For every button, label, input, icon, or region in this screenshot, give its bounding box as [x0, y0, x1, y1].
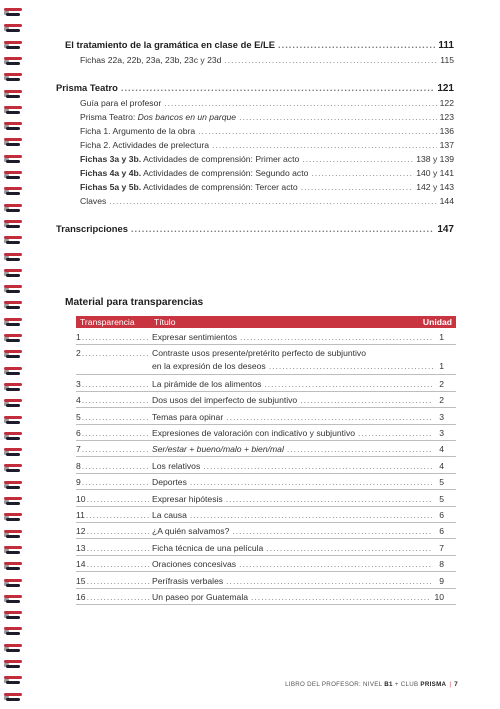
unit-number: 2: [439, 378, 444, 389]
spiral-coil: [4, 316, 22, 329]
toc-entry-page: 140 y 141: [416, 168, 454, 178]
toc-entry-title: Prisma Teatro: [56, 82, 118, 93]
spiral-coil: [4, 495, 22, 508]
spiral-coil: [4, 462, 22, 475]
unit-number: 3: [439, 428, 444, 438]
spiral-coil: [4, 642, 22, 655]
spiral-coil: [4, 251, 22, 264]
dot-leader: [121, 82, 434, 93]
unit-number: 1: [439, 332, 444, 342]
transparency-number: 15 .....: [76, 576, 150, 586]
spiral-coil: [4, 414, 22, 427]
spiral-coil: [4, 674, 22, 687]
transparency-number: 9 .....: [76, 477, 150, 487]
toc-entry-transcripciones: [56, 223, 454, 235]
toc-entry-guia: [80, 98, 454, 108]
dot-leader: [109, 196, 436, 206]
toc-entry-fichas5: [80, 182, 454, 192]
spiral-coil: [4, 479, 22, 492]
transparency-number: 13 .....: [76, 543, 150, 553]
spiral-coil: [4, 691, 22, 704]
spiral-coil: [4, 202, 22, 215]
spiral-coil: [4, 88, 22, 101]
spiral-binding: [0, 0, 26, 709]
table-header: [76, 316, 456, 328]
toc-entry-prisma-teatro: [56, 82, 454, 94]
toc-entry-page: 147: [437, 224, 454, 235]
spiral-coil: [4, 348, 22, 361]
row-divider: [76, 391, 456, 392]
dot-leader: [278, 39, 435, 50]
toc-entry-fichas3: [80, 154, 454, 164]
transparency-title: La pirámide de los alimentos: [152, 378, 262, 389]
unit-number: 2: [439, 395, 444, 406]
spiral-coil: [4, 299, 22, 312]
row-divider: [76, 424, 456, 425]
row-divider: [76, 407, 456, 408]
toc-entry-title: Claves: [80, 196, 107, 206]
transparency-title: Perífrasis verbales: [152, 575, 224, 586]
toc-entry-fichas4: [80, 168, 454, 178]
toc-entry-page: 138 y 139: [416, 154, 454, 164]
transparency-number: 10 .....: [76, 494, 150, 504]
spiral-coil: [4, 430, 22, 443]
column-header-unidad: Unidad: [422, 317, 452, 327]
spiral-coil: [4, 136, 22, 149]
transparency-title: ¿A quién salvamos?: [152, 526, 230, 537]
unit-number: 5: [439, 493, 444, 504]
spiral-coil: [4, 234, 22, 247]
spiral-coil: [4, 544, 22, 557]
spiral-coil: [4, 593, 22, 606]
page-footer: LIBRO DEL PROFESOR: NIVEL B1 + CLUB PRISMA | 7: [285, 681, 458, 688]
row-divider: [76, 522, 456, 523]
toc-entry-title: Guía para el profesor: [80, 98, 162, 108]
transparency-title: Contraste usos presente/pretérito perfecto de subjuntivo: [152, 348, 367, 359]
unit-number: 6: [439, 510, 444, 520]
spiral-coil: [4, 397, 22, 410]
spiral-coil: [4, 6, 22, 19]
transparency-title: Expresar sentimientos: [152, 332, 238, 342]
row-divider: [76, 440, 456, 441]
transparency-number: 4 .....: [76, 395, 150, 405]
row-divider: [76, 538, 456, 539]
spiral-coil: [4, 169, 22, 182]
dot-leader: [239, 112, 437, 122]
spiral-coil: [4, 267, 22, 280]
spiral-coil: [4, 104, 22, 117]
toc-entry-claves: [80, 196, 454, 206]
transparency-title: Oraciones concesivas: [152, 559, 237, 570]
spiral-coil: [4, 153, 22, 166]
transparency-title: Dos usos del imperfecto de subjuntivo: [152, 395, 298, 406]
transparency-title: Deportes: [152, 477, 187, 488]
column-header-titulo: Título: [154, 317, 176, 327]
transparency-number: 14 .....: [76, 559, 150, 569]
spiral-coil: [4, 39, 22, 52]
transparency-number: 1 .....: [76, 332, 150, 342]
toc-entry-title: Fichas 4a y 4b. Actividades de comprensión: Segundo acto: [80, 168, 309, 178]
unit-number: 10: [434, 592, 444, 602]
spiral-coil: [4, 365, 22, 378]
spiral-coil: [4, 528, 22, 541]
dot-leader: [311, 168, 413, 178]
toc-entry-title: Fichas 3a y 3b. Actividades de comprensión: Primer acto: [80, 154, 300, 164]
unit-number: 5: [439, 477, 444, 488]
dot-leader: [212, 140, 437, 150]
transparency-title: Expresiones de valoración con indicativo y subjuntivo: [152, 428, 356, 438]
dot-leader: [131, 223, 434, 234]
toc-entry-page: 122: [439, 98, 454, 108]
row-divider: [76, 374, 456, 375]
spiral-coil: [4, 658, 22, 671]
unit-number: 6: [439, 526, 444, 537]
spiral-coil: [4, 609, 22, 622]
spiral-coil: [4, 120, 22, 133]
spiral-coil: [4, 577, 22, 590]
unit-number: 9: [439, 575, 444, 586]
dot-leader: [301, 182, 414, 192]
transparency-number: 3 .....: [76, 379, 150, 389]
spiral-coil: [4, 381, 22, 394]
spiral-coil: [4, 283, 22, 296]
row-divider: [76, 456, 456, 457]
toc-entry-title: Fichas 22a, 22b, 23a, 23b, 23c y 23d: [80, 55, 222, 65]
toc-entry-page: 121: [437, 83, 454, 94]
toc-entry-title: El tratamiento de la gramática en clase de E/LE: [65, 39, 275, 50]
spiral-coil: [4, 446, 22, 459]
transparency-number: 6 .....: [76, 428, 150, 438]
transparency-title: Ficha técnica de una película: [152, 542, 264, 553]
toc-entry-page: 111: [438, 40, 454, 51]
toc-entry-title: Transcripciones: [56, 223, 128, 234]
spiral-coil: [4, 55, 22, 68]
transparency-number: 7 .....: [76, 444, 150, 454]
unit-number: 8: [439, 559, 444, 570]
unit-number: 3: [439, 411, 444, 422]
transparency-number: 16 .....: [76, 592, 150, 602]
transparency-number: 12 .....: [76, 526, 150, 536]
page-number: 7: [454, 681, 458, 688]
transparency-title: Los relativos: [152, 460, 201, 471]
dot-leader: [198, 126, 437, 136]
unit-number: 4: [439, 460, 444, 471]
toc-entry-page: 136: [439, 126, 454, 136]
unit-number: 7: [439, 542, 444, 553]
row-divider: [76, 344, 456, 345]
transparency-number: 8 .....: [76, 461, 150, 471]
spiral-coil: [4, 218, 22, 231]
toc-entry-page: 144: [439, 196, 454, 206]
toc-entry-fichas-gramatica: [80, 55, 454, 65]
toc-entry-page: 123: [439, 112, 454, 122]
spiral-coil: [4, 22, 22, 35]
unit-number: 1: [439, 361, 444, 372]
transparency-title: La causa: [152, 510, 187, 520]
transparency-title: Un paseo por Guatemala: [152, 592, 249, 602]
unit-number: 4: [439, 444, 444, 455]
transparency-title: Expresar hipótesis: [152, 493, 223, 504]
toc-entry-gramatica: [65, 39, 454, 51]
row-divider: [76, 571, 456, 572]
spiral-coil: [4, 332, 22, 345]
column-header-transparencia: Transparencia: [80, 317, 135, 327]
transparency-title: Temas para opinar: [152, 411, 224, 422]
spiral-coil: [4, 71, 22, 84]
transparency-title: Ser/estar + bueno/malo + bien/mal: [152, 444, 284, 455]
transparency-number: 2 .....: [76, 348, 150, 358]
spiral-coil: [4, 560, 22, 573]
spiral-coil: [4, 511, 22, 524]
toc-entry-title: Ficha 1. Argumento de la obra: [80, 126, 196, 136]
transparency-title-cont: en la expresión de los deseos: [152, 361, 266, 372]
toc-entry-title: Fichas 5a y 5b. Actividades de comprensión: Tercer acto: [80, 182, 298, 192]
spiral-coil: [4, 185, 22, 198]
toc-entry-page: 115: [440, 55, 454, 65]
toc-entry-ficha2: [80, 140, 454, 150]
toc-entry-page: 137: [439, 140, 454, 150]
row-divider: [76, 506, 456, 507]
transparency-number: 5 .....: [76, 412, 150, 422]
toc-entry-page: 142 y 143: [416, 182, 454, 192]
toc-entry-title: Ficha 2. Actividades de prelectura: [80, 140, 209, 150]
row-divider: [76, 604, 456, 605]
toc-entry-title: Prisma Teatro: Dos bancos en un parque: [80, 112, 237, 122]
dot-leader: [224, 55, 437, 65]
toc-entry-ficha1: [80, 126, 454, 136]
dot-leader: [302, 154, 413, 164]
section-title: Material para transparencias: [65, 297, 204, 308]
row-divider: [76, 555, 456, 556]
row-divider: [76, 588, 456, 589]
row-divider: [76, 489, 456, 490]
row-divider: [76, 473, 456, 474]
spiral-coil: [4, 625, 22, 638]
toc-entry-prisma-teatro-obra: [80, 112, 454, 122]
transparency-number: 11 .....: [76, 510, 150, 520]
dot-leader: [164, 98, 436, 108]
